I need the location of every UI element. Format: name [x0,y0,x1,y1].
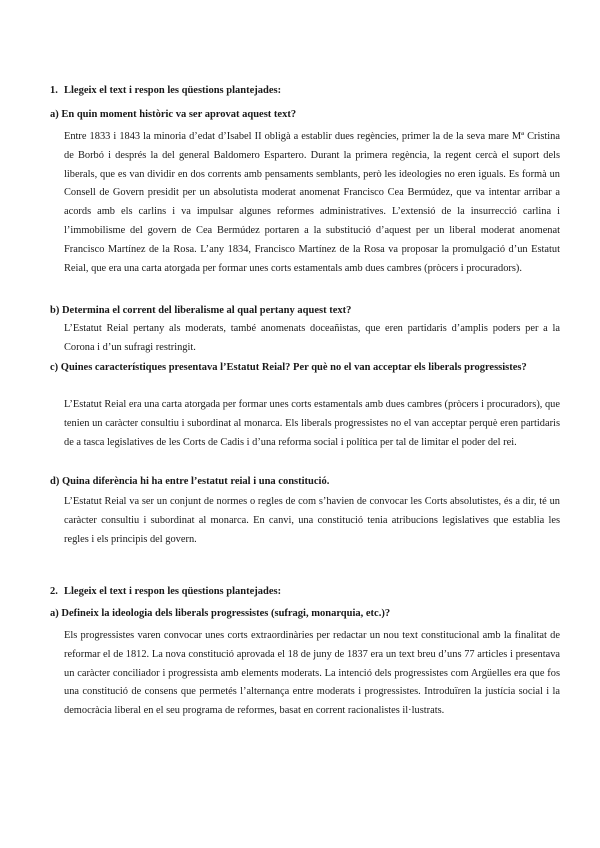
question-2a-text: Defineix la ideologia dels liberals progressistes (sufragi, monarquia, etc.)? [61,608,391,619]
question-1b-letter: b) [50,305,60,316]
question-1a-text: En quin moment històric va ser aprovat aquest text? [61,109,297,120]
question-1d [50,473,560,491]
section-2-title-text: Llegeix el text i respon les qüestions plantejades: [64,586,282,597]
question-1b-text: Determina el corrent del liberalisme al qual pertany aquest text? [61,305,352,316]
answer-2a: Els progressistes varen convocar unes corts extraordinàries per redactar un nou text constitucional amb la finalitat de reformar el de 1812. La nova constitució aprovada el 18 de juny de 1837 era un text breu d’uns 77 articles i presentava un caràcter conciliador i progressista amb elements moderats. La intenció dels progressistes com Argüelles era que fos una constitució de consens que permetés l’alternança entre moderats i progressistes. Introduïren la justícia social i la democràcia liberal en el seu programa de reformes, basat en corrent racionalistes il·lustrats. [64,630,560,717]
question-1a-letter: a) [50,109,59,120]
question-1d-letter: d) [50,476,60,487]
question-1d-text: Quina diferència hi ha entre l’estatut reial i una constitució. [61,476,330,487]
question-1c [50,359,560,377]
question-1a [50,106,560,124]
answer-1d: L’Estatut Reial va ser un conjunt de normes o regles de com s’havien de convocar les Corts absolutistes, és a dir, té un caràcter consultiu i subordinat al monarca. En canvi, una constitució tenia atribucions legislatives que establia les regles i els principis del govern. [64,496,560,545]
section-1-title-text: Llegeix el text i respon les qüestions plantejades: [64,85,282,96]
section-2-title [50,585,560,599]
section-1-title [50,84,560,98]
question-2a [50,605,560,623]
answer-1b: L’Estatut Reial pertany als moderats, també anomenats doceañistas, que eren partidaris d’amplis poders per a la Corona i d’un sufragi restringit. [64,323,560,353]
question-2a-letter: a) [50,608,59,619]
section-1-number: 1. [50,85,58,96]
question-1c-letter: c) [50,362,59,373]
question-1b [50,302,560,320]
section-2-number: 2. [50,586,58,597]
answer-1c: L’Estatut Reial era una carta atorgada per formar unes corts estamentals amb dues cambres (pròcers i procuradors), que tenien un caràcter consultiu i subordinat al monarca. Els liberals progressistes no el van acceptar perquè eren partidaris de a tasca legislatives de les Corts de Cadis i d’una reforma social i política per tal de limitar el poder del rei. [64,399,560,448]
question-1c-text: Quines característiques presentava l’Estatut Reial? Per què no el van acceptar els liberals progressistes? [60,362,527,373]
answer-1a: Entre 1833 i 1843 la minoria d’edat d’Isabel II obligà a establir dues regències, primer la de la seva mare Mª Cristina de Borbó i després la del general Baldomero Espartero. Durant la primera regència, la regent cercà el suport dels liberals, que es van dividir en dos corrents amb pensaments semblants, però les ideologies no eren iguals. Es formà un Consell de Govern presidit per un absolutista moderat anomenat Francisco Cea Bermúdez, que va intentar arribar a acords amb els carlins i va impulsar algunes reformes administratives. L’extensió de la insurrecció carlina i l’immobilisme del govern de Cea Bermúdez portaren a la substitució d’aquest per un liberal moderat anomenat Francisco Martínez de la Rosa. L’any 1834, Francisco Martínez de la Rosa va proposar la promulgació d’un Estatut Reial, que era una carta atorgada per formar unes corts estamentals amb dues cambres (pròcers i procuradors). [64,131,560,274]
